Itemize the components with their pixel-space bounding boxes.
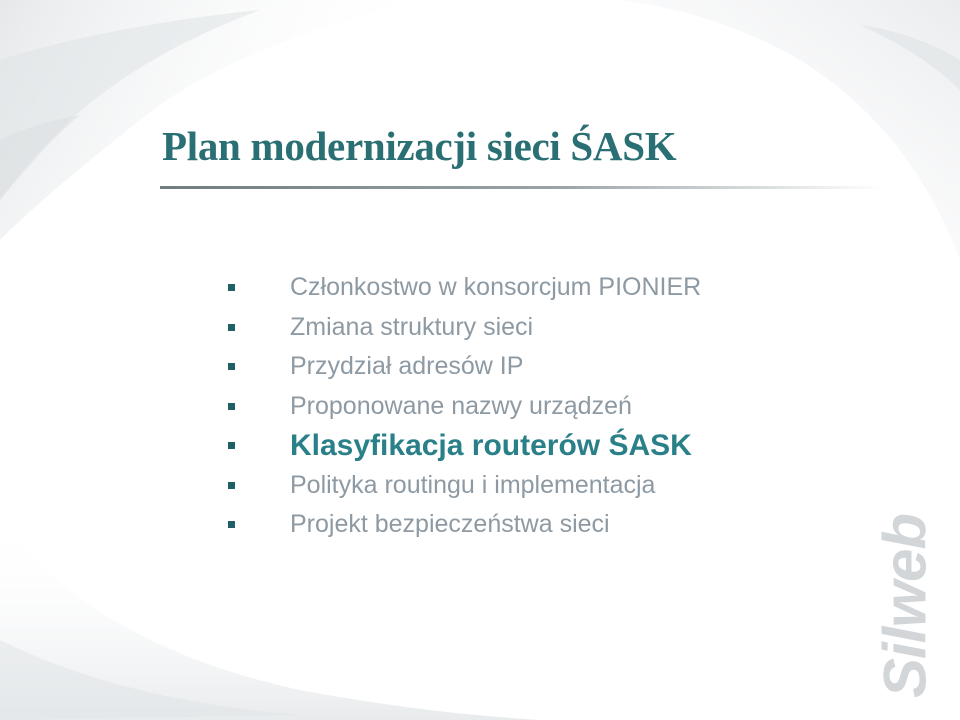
bullet-text: Członkostwo w konsorcjum PIONIER (290, 273, 702, 302)
bullet-list (228, 268, 701, 545)
bullet-text: Projekt bezpieczeństwa sieci (290, 510, 610, 539)
title-underline (160, 186, 885, 189)
slide-title: Plan modernizacji sieci ŚASK (162, 123, 677, 169)
square-bullet-icon (228, 442, 235, 449)
silweb-logo: Silweb (871, 513, 939, 699)
bullet-text: Proponowane nazwy urządzeń (290, 391, 632, 420)
bullet-item (228, 387, 701, 427)
bullet-item (228, 505, 701, 545)
square-bullet-icon (228, 521, 235, 528)
bullet-text: Przydział adresów IP (290, 352, 524, 381)
bullet-item (228, 347, 701, 387)
square-bullet-icon (228, 482, 235, 489)
square-bullet-icon (228, 324, 235, 331)
bullet-item (228, 466, 701, 506)
bullet-text: Zmiana struktury sieci (290, 312, 534, 341)
square-bullet-icon (228, 363, 235, 370)
bullet-item (228, 268, 701, 308)
square-bullet-icon (228, 403, 235, 410)
bullet-text: Polityka routingu i implementacja (290, 470, 656, 499)
bullet-item-active (228, 426, 701, 466)
bullet-item (228, 308, 701, 348)
square-bullet-icon (228, 284, 235, 291)
bullet-text-active: Klasyfikacja routerów ŚASK (290, 428, 692, 462)
